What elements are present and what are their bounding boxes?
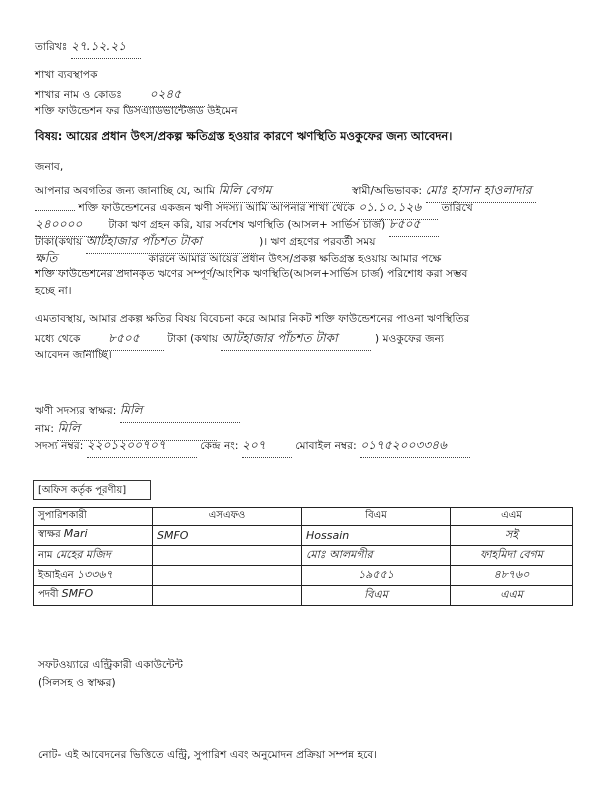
- date-line: [35, 38, 141, 59]
- para2-text: ) মওকুফের জন্য: [374, 333, 444, 345]
- date-value: ২৭.১২.২১: [71, 38, 141, 59]
- branch-code-label: শাখার নাম ও কোডঃ: [35, 89, 122, 101]
- row-label-cell: [34, 566, 153, 586]
- header-recommender: সুপারিশকারী: [34, 508, 153, 526]
- date-label: তারিখঃ: [35, 41, 68, 53]
- member-id-line: [35, 437, 470, 458]
- footer-note: নোট- এই আবেদনের ভিত্তিতে এন্ট্রি, সুপারিশ এবং অনুমোদন প্রক্রিয়া সম্পন্ন হবে।: [38, 749, 378, 761]
- row-label-cell: [34, 586, 153, 606]
- guardian-label: স্বামী/অভিভাবক:: [351, 185, 423, 197]
- row-label: ইআইএন: [38, 570, 74, 581]
- mobile-label: মোবাইল নম্বর:: [295, 440, 357, 452]
- blank-fill: [35, 210, 75, 211]
- designation-row: [34, 586, 573, 606]
- center-number: ২০৭: [242, 437, 292, 458]
- sfo-signature: SMFO: [153, 526, 302, 546]
- am-signature: সই: [451, 526, 573, 546]
- waiver-amount-words: আটহাজার পাঁচশত টাকা: [221, 330, 371, 351]
- member-number-label: সদস্য নম্বর:: [35, 440, 84, 452]
- para1-line7: হচ্ছে না।: [35, 285, 72, 297]
- row-label: স্বাক্ষর: [38, 529, 61, 540]
- member-signature: মিলি: [120, 402, 240, 423]
- row-label: পদবী: [38, 589, 59, 600]
- para2-text: টাকা (কথায়: [167, 333, 219, 345]
- loan-amount: ২৪০০০০: [35, 216, 105, 237]
- para2-text: মধ্যে থেকে: [35, 333, 81, 345]
- name-row: [34, 546, 573, 566]
- header-sfo: এসএফও: [153, 508, 302, 526]
- para1-text: কারনে আমার আয়ের প্রধান উৎস/প্রকল্প ক্ষতিগ্রস্ত হওয়ায় আমার পক্ষে: [148, 253, 442, 265]
- guardian-name: মোঃ হাসান হাওলাদার: [426, 182, 536, 203]
- row-label-cell: [34, 526, 153, 546]
- approval-table: [33, 507, 573, 606]
- am-name: ফাহমিদা বেগম: [451, 546, 573, 566]
- para2-line3: আবেদন জানাচ্ছি।: [35, 349, 112, 361]
- para2-line1: এমতাবস্থায়, আমার প্রকল্প ক্ষতির বিষয় বিবেচনা করে আমার নিকট শক্তি ফাউন্ডেশনের পাওনা ঋণস্থিতির: [35, 313, 470, 325]
- bm-designation: বিএম: [302, 586, 451, 606]
- subject-line: বিষয়: আয়ের প্রধান উৎস/প্রকল্প ক্ষতিগ্রস্ত হওয়ার কারণে ঋণস্থিতি মওকুফের জন্য আবেদন।: [35, 129, 453, 143]
- handwritten-value: মেহের মজিদ: [55, 548, 111, 561]
- waiver-amount: ৮৫০৫: [84, 330, 164, 351]
- salutation: জনাব,: [35, 161, 64, 173]
- loan-balance: ৮৫০৫: [389, 216, 439, 237]
- accountant-label: সফটওয়্যারে এন্ট্রিকারী একাউন্টেন্ট: [38, 659, 183, 671]
- center-label: কেন্দ্র নং:: [200, 440, 239, 452]
- sfo-designation: [153, 586, 302, 606]
- bm-name: মোঃ আলমগীর: [302, 546, 451, 566]
- row-label: নাম: [38, 550, 53, 561]
- header-am: এএম: [451, 508, 573, 526]
- am-designation: এএম: [451, 586, 573, 606]
- signature-row: [34, 526, 573, 546]
- mobile-number: ০১৭৫২০০৩৩৪৬: [360, 437, 470, 458]
- office-use-label: [অফিস কর্তৃক পূরণীয়]: [33, 480, 151, 500]
- sfo-ein: [153, 566, 302, 586]
- para1-text: )। ঋণ গ্রহণের পরবর্তী সময়: [259, 236, 376, 248]
- handwritten-value: ১৩৩৬৭: [76, 568, 113, 581]
- ein-row: [34, 566, 573, 586]
- para1-text: টাকা(কথায়: [35, 236, 83, 248]
- am-ein: ৪৮৭৬০: [451, 566, 573, 586]
- para1-line6: শক্তি ফাউন্ডেশনের প্রদানকৃত ঋণের সম্পূর্ণ/আংশিক ঋণস্থিতি(আসল+সার্ভিস চার্জ) পরিশোধ করা সম্ভব: [35, 268, 468, 280]
- para1-text: টাকা ঋণ গ্রহন করি, যার সর্বশেষ ঋণস্থিতি (আসল+ সার্ভিস চার্জ): [108, 219, 386, 231]
- approval-header-row: [34, 508, 573, 526]
- para1-text: শক্তি ফাউন্ডেশনের একজন ঋণী সদস্য। আমি আপনার শাখা থেকে: [78, 202, 355, 214]
- bm-ein: ১৯৫৫১: [302, 566, 451, 586]
- organization-name: শক্তি ফাউন্ডেশন ফর ডিসএ্যাডভান্টেজড উইমেন: [35, 105, 238, 117]
- member-name-label: নাম:: [35, 423, 54, 435]
- para1-text: আপনার অবগতির জন্য জানাচ্ছি যে, আমি: [35, 185, 216, 197]
- branch-manager-label: শাখা ব্যবস্থাপক: [35, 69, 98, 81]
- row-label-cell: [34, 546, 153, 566]
- loan-date: ০১.১০.১২৬: [358, 199, 438, 220]
- bm-signature: Hossain: [302, 526, 451, 546]
- branch-code-value: ০২৪৫: [125, 86, 205, 107]
- member-signature-label: ঋণী সদস্যর স্বাক্ষর:: [35, 405, 117, 417]
- applicant-name: মিলি বেগম: [219, 182, 349, 203]
- handwritten-value: SMFO: [61, 587, 94, 600]
- handwritten-value: Mari: [63, 527, 88, 540]
- sfo-name: [153, 546, 302, 566]
- balance-in-words: আটহাজার পাঁচশত টাকা: [86, 233, 256, 254]
- header-bm: বিএম: [302, 508, 451, 526]
- loss-reason: ক্ষতি: [35, 250, 145, 271]
- member-name: মিলি: [57, 420, 217, 441]
- para1-text: তারিখে: [441, 202, 473, 214]
- seal-label: (সিলসহ ও স্বাক্ষর): [38, 677, 116, 689]
- member-number: ২২০১২০০৭০৭: [87, 437, 197, 458]
